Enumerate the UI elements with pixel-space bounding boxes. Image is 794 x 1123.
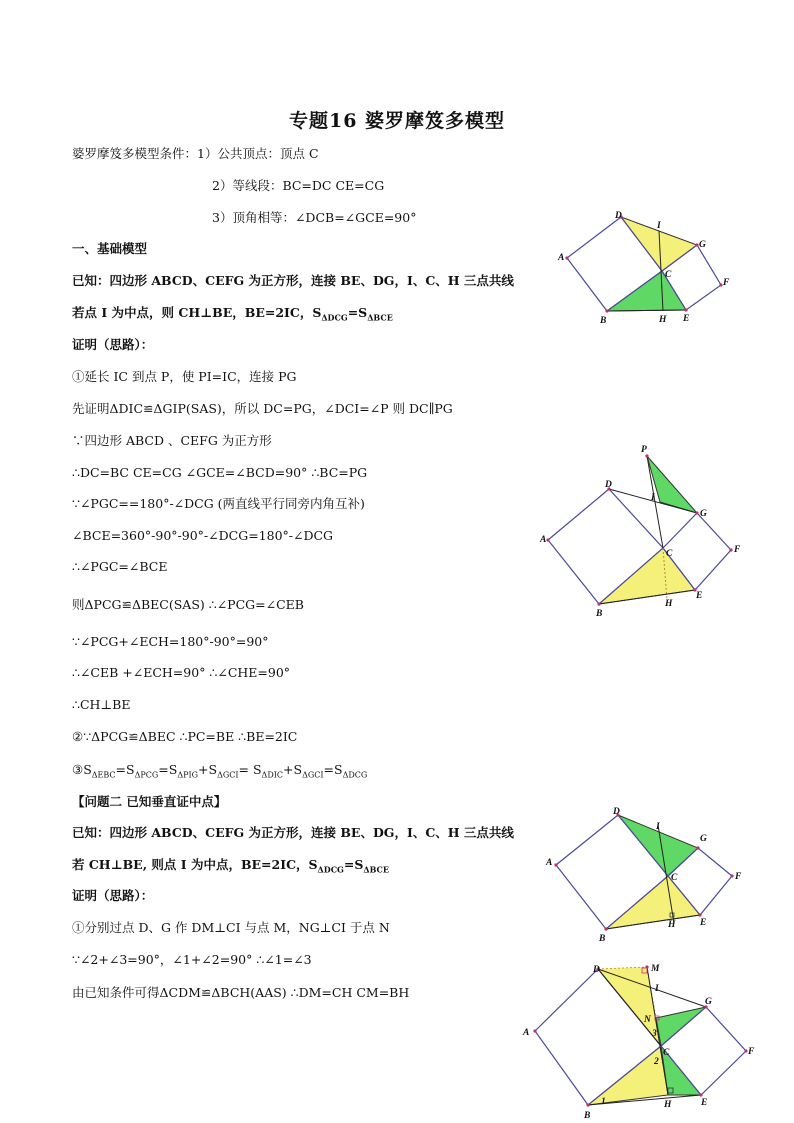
figure-extension — [535, 440, 750, 620]
label-H: H — [659, 315, 667, 325]
label-C: C — [663, 1048, 670, 1058]
label-D: D — [605, 480, 612, 490]
proof2-line: ∵∠2+∠3=90°，∠1+∠2=90° ∴∠1=∠3 — [72, 952, 312, 967]
label-2: 2 — [654, 1057, 659, 1067]
figure-problem-two — [540, 805, 745, 945]
proof1-line: ∵四边形 ABCD 、CEFG 为正方形 — [72, 433, 272, 448]
section2-heading: 【问题二 已知垂直证中点】 — [72, 794, 227, 809]
proof1-line: ②∵ΔPCG≌ΔBEC ∴PC=BE ∴BE=2IC — [72, 729, 298, 744]
label-E: E — [700, 918, 707, 928]
proof1-line: ∠BCE=360°-90°-90°-∠DCG=180°-∠DCG — [72, 528, 334, 543]
label-P: P — [641, 445, 647, 455]
label-E: E — [683, 314, 690, 324]
section1-known-2: 若点 I 为中点，则 CH⊥BE，BE=2IC，$S_{\Delta DCG}=S_{\Delta BCE}$ — [72, 305, 393, 323]
section1-heading: 一、基础模型 — [72, 241, 148, 256]
label-F: F — [748, 1047, 755, 1057]
figure-perpendiculars — [515, 958, 755, 1123]
label-I: I — [657, 221, 661, 231]
label-A: A — [558, 253, 565, 263]
proof1-line: 则ΔPCG≌ΔBEC(SAS) ∴∠PCG=∠CEB — [72, 597, 304, 612]
condition-3: 3）顶角相等：∠DCB=∠GCE=90° — [212, 210, 417, 225]
triangle-pig — [647, 456, 697, 513]
label-C: C — [665, 270, 672, 280]
label-M: M — [651, 964, 660, 974]
label-A: A — [546, 858, 553, 868]
proof1-area-line: $③S_{\Delta EBC}=S_{\Delta PCG}=S_{\Delta PIG}+S_{\Delta GCI}= S_{\Delta DIC}+S_{\Delta GCI}=S_{\Delta DCG}$ — [72, 762, 368, 780]
proof2-line: 由已知条件可得ΔCDM≌ΔBCH(AAS) ∴DM=CH CM=BH — [72, 985, 410, 1000]
label-G: G — [699, 240, 706, 250]
section2-known-2: 若 CH⊥BE, 则点 I 为中点，BE=2IC，$S_{\Delta DCG}=S_{\Delta BCE}$ — [72, 857, 389, 875]
label-D: D — [613, 807, 620, 817]
label-B: B — [596, 609, 603, 619]
proof1-line: 先证明ΔDIC≌ΔGIP(SAS)，所以 DC=PG，∠DCI=∠P 则 DC∥PG — [72, 401, 453, 416]
conditions-label: 婆罗摩笈多模型条件：1）公共顶点：顶点 C — [72, 146, 319, 161]
label-H: H — [664, 1100, 672, 1110]
section2-known-1: 已知：四边形 ABCD、CEFG 为正方形，连接 BE、DG，I、C、H 三点共线 — [72, 825, 514, 840]
proof2-line: ①分别过点 D、G 作 DM⊥CI 与点 M，NG⊥CI 于点 N — [72, 920, 390, 935]
section1-proof-label: 证明（思路）： — [72, 337, 154, 352]
figure-basic-model — [555, 205, 740, 330]
proof1-line: ①延长 IC 到点 P，使 PI=IC，连接 PG — [72, 369, 297, 384]
label-B: B — [599, 934, 606, 944]
triangle-bce — [606, 876, 700, 929]
label-H: H — [665, 599, 673, 609]
label-A: A — [523, 1028, 530, 1038]
label-A: A — [540, 535, 547, 545]
proof1-line: ∴∠CEB +∠ECH=90° ∴∠CHE=90° — [72, 665, 291, 680]
label-G: G — [700, 834, 707, 844]
label-1: 1 — [601, 1097, 606, 1107]
label-F: F — [734, 545, 741, 555]
label-I: I — [656, 822, 660, 832]
label-G: G — [705, 997, 712, 1007]
proof1-line: ∴DC=BC CE=CG ∠GCE=∠BCD=90° ∴BC=PG — [72, 465, 368, 480]
condition-1: 1）公共顶点：顶点 C — [197, 146, 319, 161]
label-B: B — [584, 1111, 591, 1121]
label-3: 3 — [652, 1029, 657, 1039]
triangle-bch — [588, 1046, 668, 1105]
label-C: C — [671, 873, 678, 883]
triangle-bce — [599, 548, 695, 604]
label-B: B — [600, 316, 607, 326]
label-I: I — [651, 493, 655, 503]
label-H: H — [668, 920, 676, 930]
section2-proof-label: 证明（思路）： — [72, 888, 154, 903]
proof1-line: ∴CH⊥BE — [72, 697, 131, 712]
label-C: C — [666, 549, 673, 559]
label-F: F — [735, 872, 742, 882]
label-I: I — [655, 984, 659, 994]
label-E: E — [696, 591, 703, 601]
proof1-line: ∴∠PGC=∠BCE — [72, 559, 168, 574]
label-G: G — [700, 509, 707, 519]
label-E: E — [701, 1098, 708, 1108]
condition-2: 2）等线段：BC=DC CE=CG — [212, 178, 385, 193]
proof1-line: ∵∠PCG+∠ECH=180°-90°=90° — [72, 634, 269, 649]
section1-known-1: 已知：四边形 ABCD、CEFG 为正方形，连接 BE、DG，I、C、H 三点共线 — [72, 273, 514, 288]
proof1-line: ∵∠PGC==180°-∠DCG (两直线平行同旁内角互补) — [72, 496, 365, 511]
page-title: 专题16 婆罗摩笈多模型 — [288, 110, 506, 132]
label-D: D — [615, 211, 622, 221]
label-F: F — [723, 278, 730, 288]
label-N: N — [644, 1015, 651, 1025]
label-D: D — [593, 965, 600, 975]
